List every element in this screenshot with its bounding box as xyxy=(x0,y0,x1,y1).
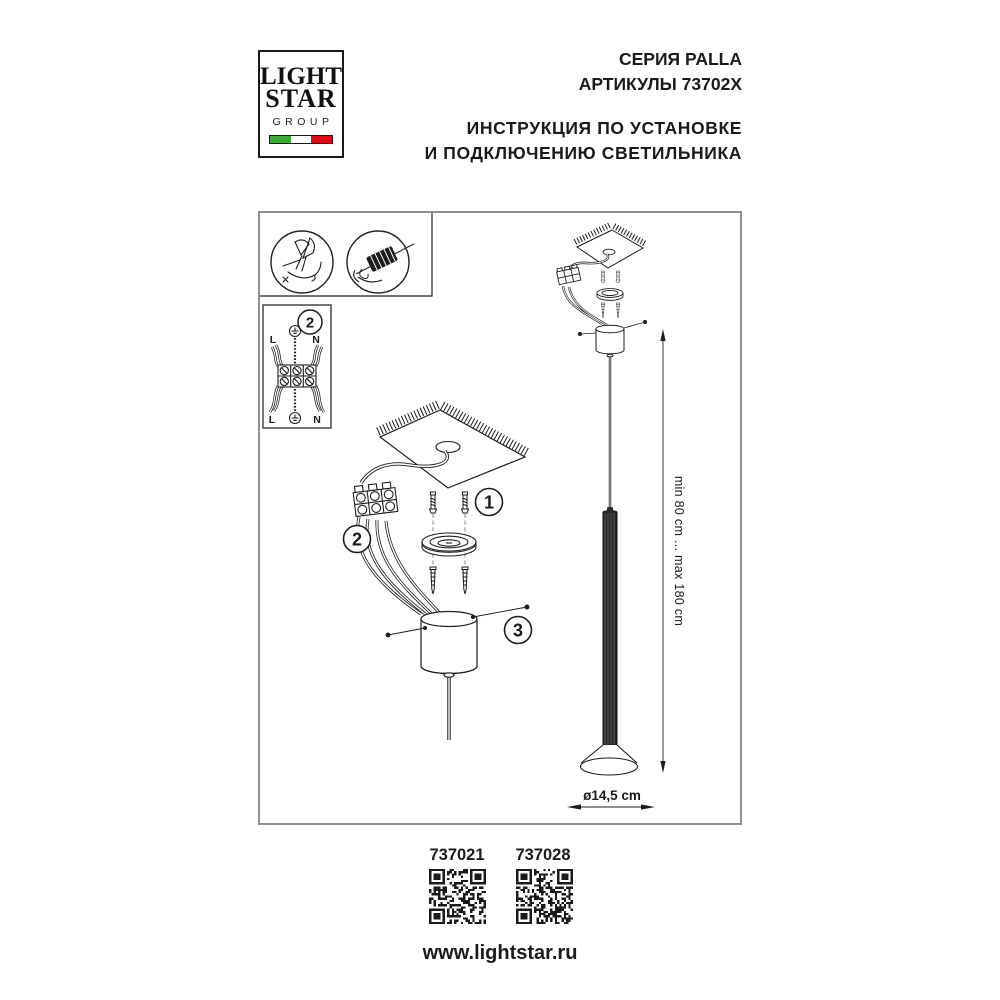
step-2-number: 2 xyxy=(351,529,363,550)
small-anchors xyxy=(601,303,620,318)
lightstar-logo xyxy=(258,50,344,158)
installation-diagram xyxy=(258,211,742,830)
qr-code-737021 xyxy=(429,869,486,924)
label-n-top: N xyxy=(312,334,320,346)
wall-anchors xyxy=(430,567,468,594)
small-ceiling-hole xyxy=(603,249,615,255)
ceiling-hole xyxy=(436,442,460,453)
inset-terminal-block xyxy=(278,365,316,387)
label-l-bottom: L xyxy=(268,414,276,426)
diameter-dimension xyxy=(567,788,655,810)
italian-flag-stripe xyxy=(269,135,333,144)
logo-light: LIGHT xyxy=(260,62,342,90)
canopy xyxy=(421,612,477,741)
inset-step-badge: 2 xyxy=(305,314,315,332)
qr-label-737028: 737028 xyxy=(515,846,571,864)
lamp-rod xyxy=(603,507,618,745)
diameter-label: ø14,5 cm xyxy=(583,788,641,803)
label-n-bottom: N xyxy=(313,414,321,426)
terminal-block xyxy=(352,482,397,517)
exploded-assembly xyxy=(344,405,532,740)
series-title: СЕРИЯ PALLA xyxy=(618,49,742,69)
step-3-number: 3 xyxy=(512,620,524,641)
articles-title: АРТИКУЛЫ 73702X xyxy=(578,74,742,94)
height-dimension xyxy=(660,329,686,773)
instruction-title-line2: И ПОДКЛЮЧЕНИЮ СВЕТИЛЬНИКА xyxy=(424,143,742,163)
diagram-border xyxy=(259,212,741,824)
small-ring xyxy=(597,289,623,301)
wire-strip-icon xyxy=(283,238,321,282)
height-range-label: min 80 cm ... max 180 cm xyxy=(672,475,686,627)
logo-star: STAR xyxy=(265,83,337,113)
logo-group: GROUP xyxy=(272,116,334,129)
small-screws xyxy=(601,271,620,282)
instruction-title-line1: ИНСТРУКЦИЯ ПО УСТАНОВКЕ xyxy=(466,118,742,138)
header-text xyxy=(425,47,742,166)
assembled-lamp xyxy=(556,225,686,810)
wiring-inset xyxy=(263,305,331,428)
cone-shade xyxy=(581,745,638,775)
mounting-screws xyxy=(430,492,469,513)
suspension-cable xyxy=(609,357,611,507)
qr-code-737028 xyxy=(516,869,573,924)
mounting-ring xyxy=(422,533,476,556)
flag-white xyxy=(291,136,312,143)
tools-panel xyxy=(260,213,432,296)
small-terminal-block xyxy=(556,264,581,284)
label-l-top: L xyxy=(269,334,277,346)
diagram-canvas xyxy=(258,211,742,825)
qr-label-737021: 737021 xyxy=(429,846,485,864)
small-canopy xyxy=(596,325,624,357)
flag-green xyxy=(270,136,291,143)
step-1-number: 1 xyxy=(483,492,495,513)
website-url: www.lightstar.ru xyxy=(422,942,578,964)
flag-red xyxy=(311,136,332,143)
